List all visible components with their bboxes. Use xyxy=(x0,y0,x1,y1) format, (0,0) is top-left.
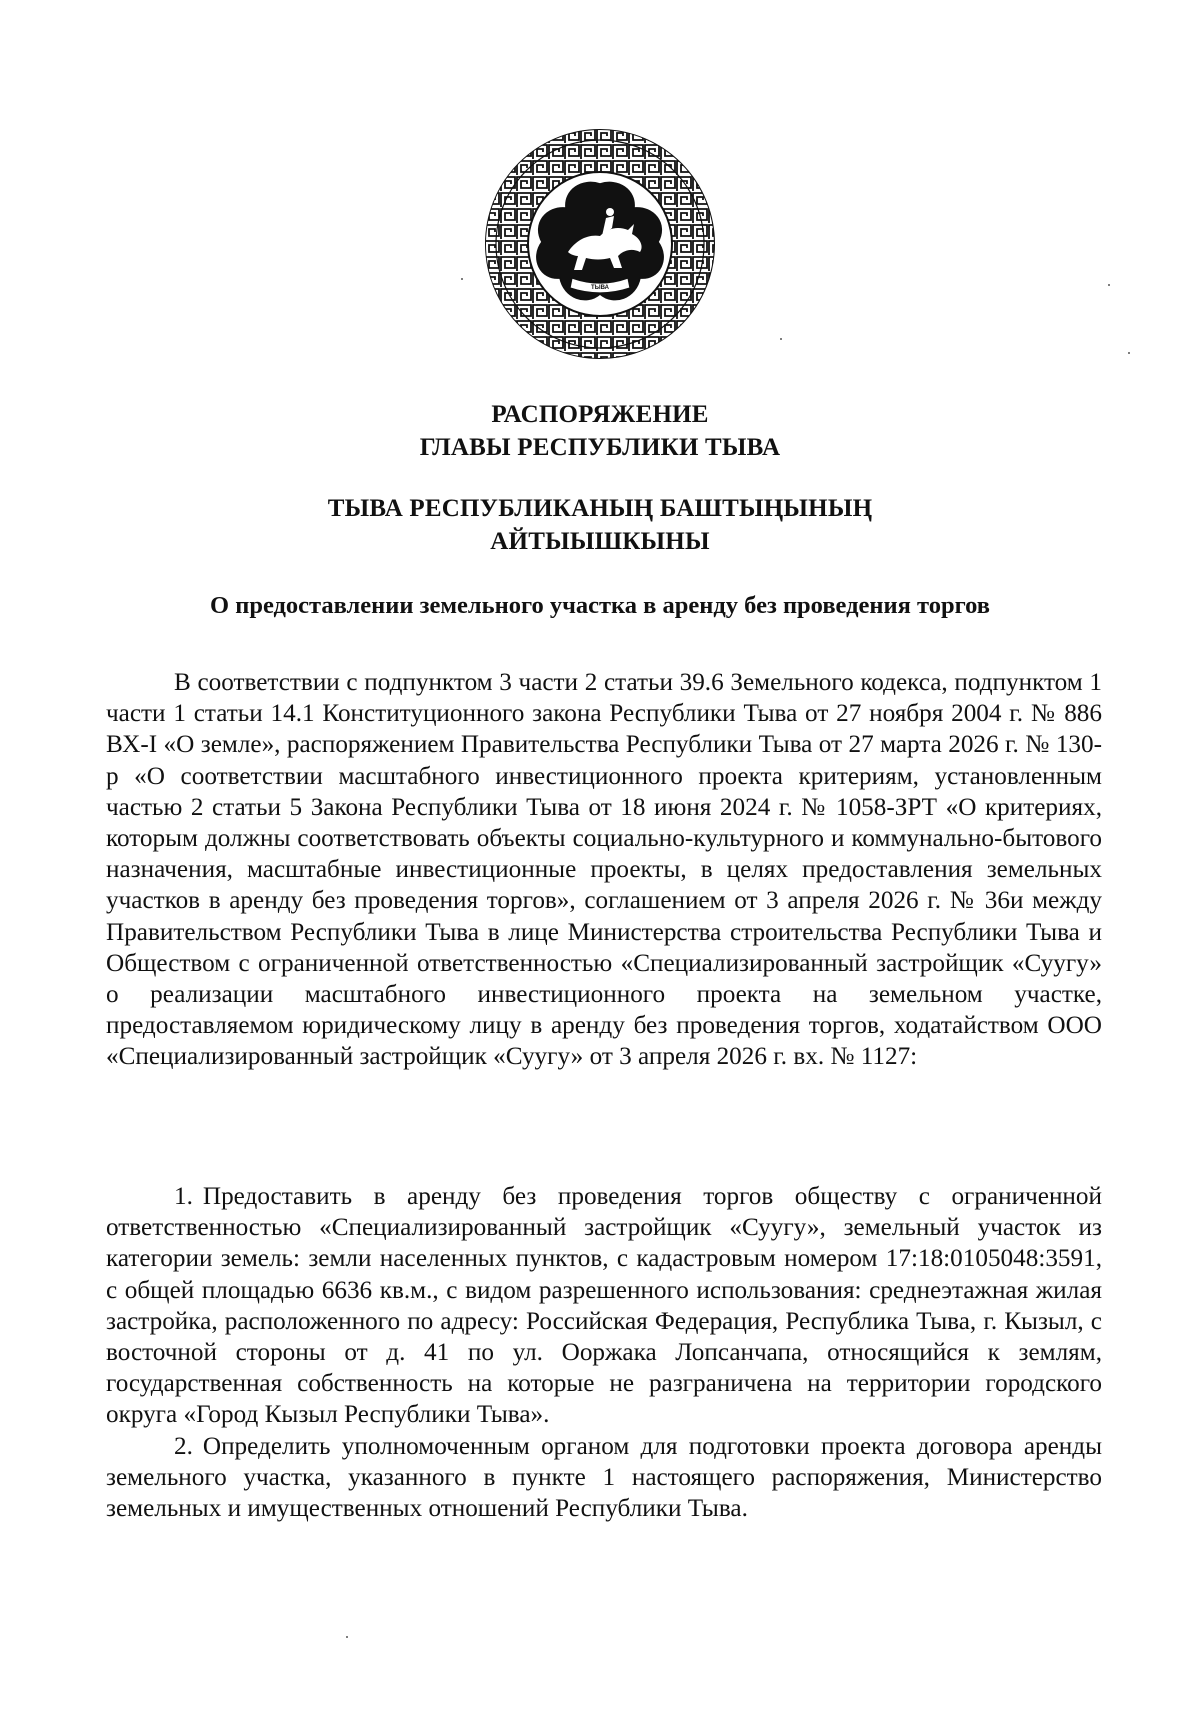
title-ru-line2: ГЛАВЫ РЕСПУБЛИКИ ТЫВА xyxy=(419,434,781,461)
scan-speck xyxy=(1108,284,1110,286)
order-items xyxy=(106,1181,1102,1524)
document-title-tyv xyxy=(0,492,1200,558)
order-item xyxy=(106,1181,1102,1431)
scan-speck xyxy=(461,278,463,280)
title-ru-line1: РАСПОРЯЖЕНИЕ xyxy=(491,401,709,428)
preamble-text: В соответствии с подпунктом 3 части 2 статьи 39.6 Земельного кодекса, подпунктом 1 части 1 статьи 14.1 Конституционного закона Республики Тыва от 27 ноября 2004 г. № 886 ВХ-I «О земле», распоряжением Правительства Республики Тыва от 27 марта 2026 г. № 130-р «О соответствии масштабного инвестиционного проекта критериям, установленным частью 2 статьи 5 Закона Республики Тыва от 18 июня 2024 г. № 1058-ЗРТ «О критериях, которым должны соответствовать объекты социально-культурного и коммунально-бытового назначения, масштабные инвестиционные проекты, в целях предоставления земельных участков в аренду без проведения торгов», соглашением от 3 апреля 2026 г. № 36и между Правительством Республики Тыва в лице Министерства строительства Республики Тыва и Обществом с ограниченной ответственностью «Специализированный застройщик «Суугу» о реализации масштабного инвестиционного проекта на земельном участке, предоставляемом юридическому лицу в аренду без проведения торгов, ходатайством ООО «Специализированный застройщик «Суугу» от 3 апреля 2026 г. вх. № 1127: xyxy=(106,669,1102,1071)
coat-of-arms-icon xyxy=(484,128,716,360)
scan-speck xyxy=(1128,352,1130,354)
preamble xyxy=(106,667,1102,1073)
order-item xyxy=(106,1431,1102,1525)
scan-speck xyxy=(780,338,782,340)
title-tyv-line1: ТЫВА РЕСПУБЛИКАНЫҢ БАШТЫҢЫНЫҢ xyxy=(327,495,873,522)
item-number: 2. xyxy=(174,1432,193,1460)
document-title-ru xyxy=(0,398,1200,464)
item-text: Предоставить в аренду без проведения торгов обществу с ограниченной ответственностью «Специализированный застройщик «Суугу», земельный участок из категории земель: земли населенных пунктов, с кадастровым номером 17:18:0105048:3591, с общей площадью 6636 кв.м., с видом разрешенного использования: среднеэтажная жилая застройка, расположенного по адресу: Российская Федерация, Республика Тыва, г. Кызыл, с восточной стороны от д. 41 по ул. Ооржака Лопсанчапа, относящийся к землям, государственная собственность на которые не разграничена на территории городского округа «Город Кызыл Республики Тыва». xyxy=(106,1183,1102,1429)
emblem-ribbon-text: ТЫВА xyxy=(591,285,609,291)
title-tyv-line2: АЙТЫЫШКЫНЫ xyxy=(490,528,710,555)
scan-speck xyxy=(346,1636,348,1638)
document-subject: О предоставлении земельного участка в аренду без проведения торгов xyxy=(210,592,990,619)
item-number: 1. xyxy=(174,1183,193,1210)
item-text: Определить уполномоченным органом для подготовки проекта договора аренды земельного участка, указанного в пункте 1 настоящего распоряжения, Министерство земельных и имущественных отношений Республики Тыва. xyxy=(106,1432,1102,1523)
